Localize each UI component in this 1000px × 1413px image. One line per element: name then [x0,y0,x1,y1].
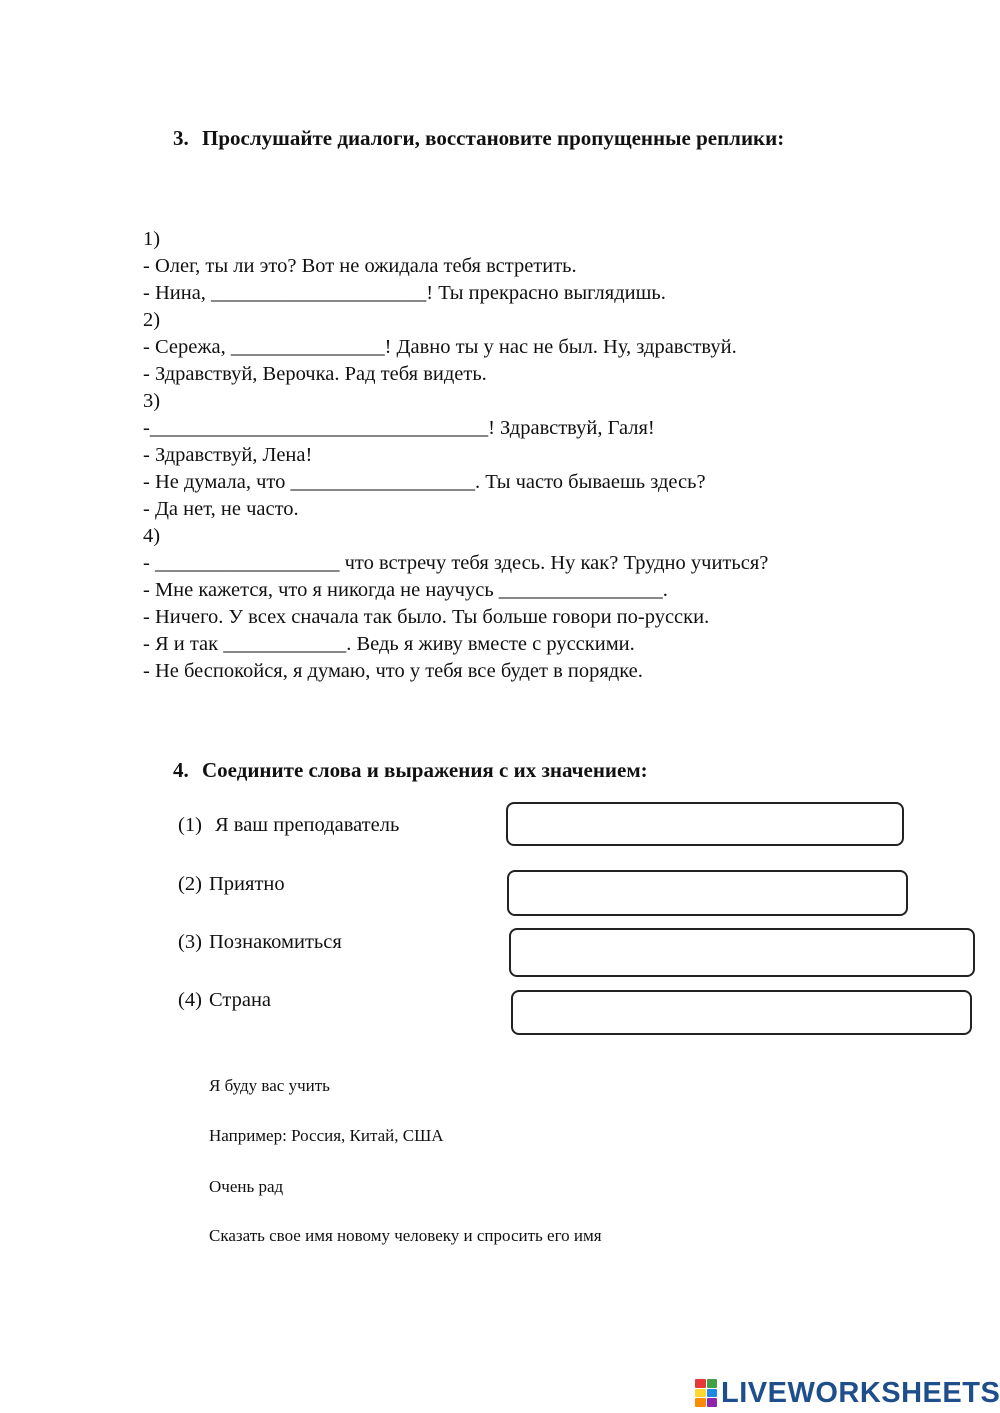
dialogue-line-with-blank: - Сережа, _______________! Давно ты у нас не был. Ну, здравствуй. [143,336,737,358]
answer-drop-box-2[interactable] [507,870,908,916]
dialogue-line-with-blank: - Я и так ____________. Ведь я живу вместе с русскими. [143,633,635,655]
section-3-heading [173,126,784,151]
dialogue-line-with-blank: -_________________________________! Здравствуй, Галя! [143,417,655,439]
answer-option-2[interactable]: Например: Россия, Китай, США [209,1126,444,1145]
liveworksheets-logo [695,1377,1000,1409]
answer-option-4[interactable]: Сказать свое имя новому человеку и спросить его имя [209,1226,602,1245]
match-term-text: Познакомиться [209,931,342,953]
dialogue-line-with-blank: - __________________ что встречу тебя здесь. Ну как? Трудно учиться? [143,552,769,574]
match-term-number: (4) [178,989,202,1011]
section-4-title: Соедините слова и выражения с их значением: [202,758,648,782]
match-term-text: Страна [209,989,272,1011]
section-3-title: Прослушайте диалоги, восстановите пропущенные реплики: [202,126,785,150]
dialogue-line: - Олег, ты ли это? Вот не ожидала тебя встретить. [143,255,577,277]
liveworksheets-logo-text: LIVEWORKSHEETS [721,1376,1000,1409]
dialogue-line: - Не беспокойся, я думаю, что у тебя все будет в порядке. [143,660,643,682]
dialogue-4-number: 4) [143,525,161,547]
dialogue-line-with-blank: - Мне кажется, что я никогда не научусь ________________. [143,579,668,601]
dialogue-line-with-blank: - Не думала, что __________________. Ты часто бываешь здесь? [143,471,706,493]
match-term-3 [178,931,342,954]
answer-drop-box-4[interactable] [511,990,972,1035]
dialogue-line: - Да нет, не часто. [143,498,299,520]
section-3-number: 3. [173,126,189,150]
match-term-text: Я ваш преподаватель [215,814,400,836]
answer-option-1[interactable]: Я буду вас учить [209,1076,330,1095]
dialogue-line: - Здравствуй, Верочка. Рад тебя видеть. [143,363,487,385]
match-term-number: (3) [178,931,202,953]
match-term-1 [178,814,399,837]
match-term-number: (2) [178,873,202,895]
dialogue-line: - Ничего. У всех сначала так было. Ты больше говори по-русски. [143,606,710,628]
match-term-2 [178,873,285,896]
answer-drop-box-3[interactable] [509,928,975,977]
answer-option-3[interactable]: Очень рад [209,1177,284,1196]
dialogue-3-number: 3) [143,390,161,412]
section-4-heading [173,758,648,783]
dialogue-1-number: 1) [143,228,161,250]
dialogue-line-with-blank: - Нина, _____________________! Ты прекрасно выглядишь. [143,282,666,304]
match-term-4 [178,989,271,1012]
section-4-number: 4. [173,758,189,782]
dialogue-list [143,226,768,685]
dialogue-line: - Здравствуй, Лена! [143,444,313,466]
answer-drop-box-1[interactable] [506,802,904,846]
match-term-number: (1) [178,814,202,836]
liveworksheets-logo-icon [695,1379,717,1407]
dialogue-2-number: 2) [143,309,161,331]
match-term-text: Приятно [209,873,285,895]
